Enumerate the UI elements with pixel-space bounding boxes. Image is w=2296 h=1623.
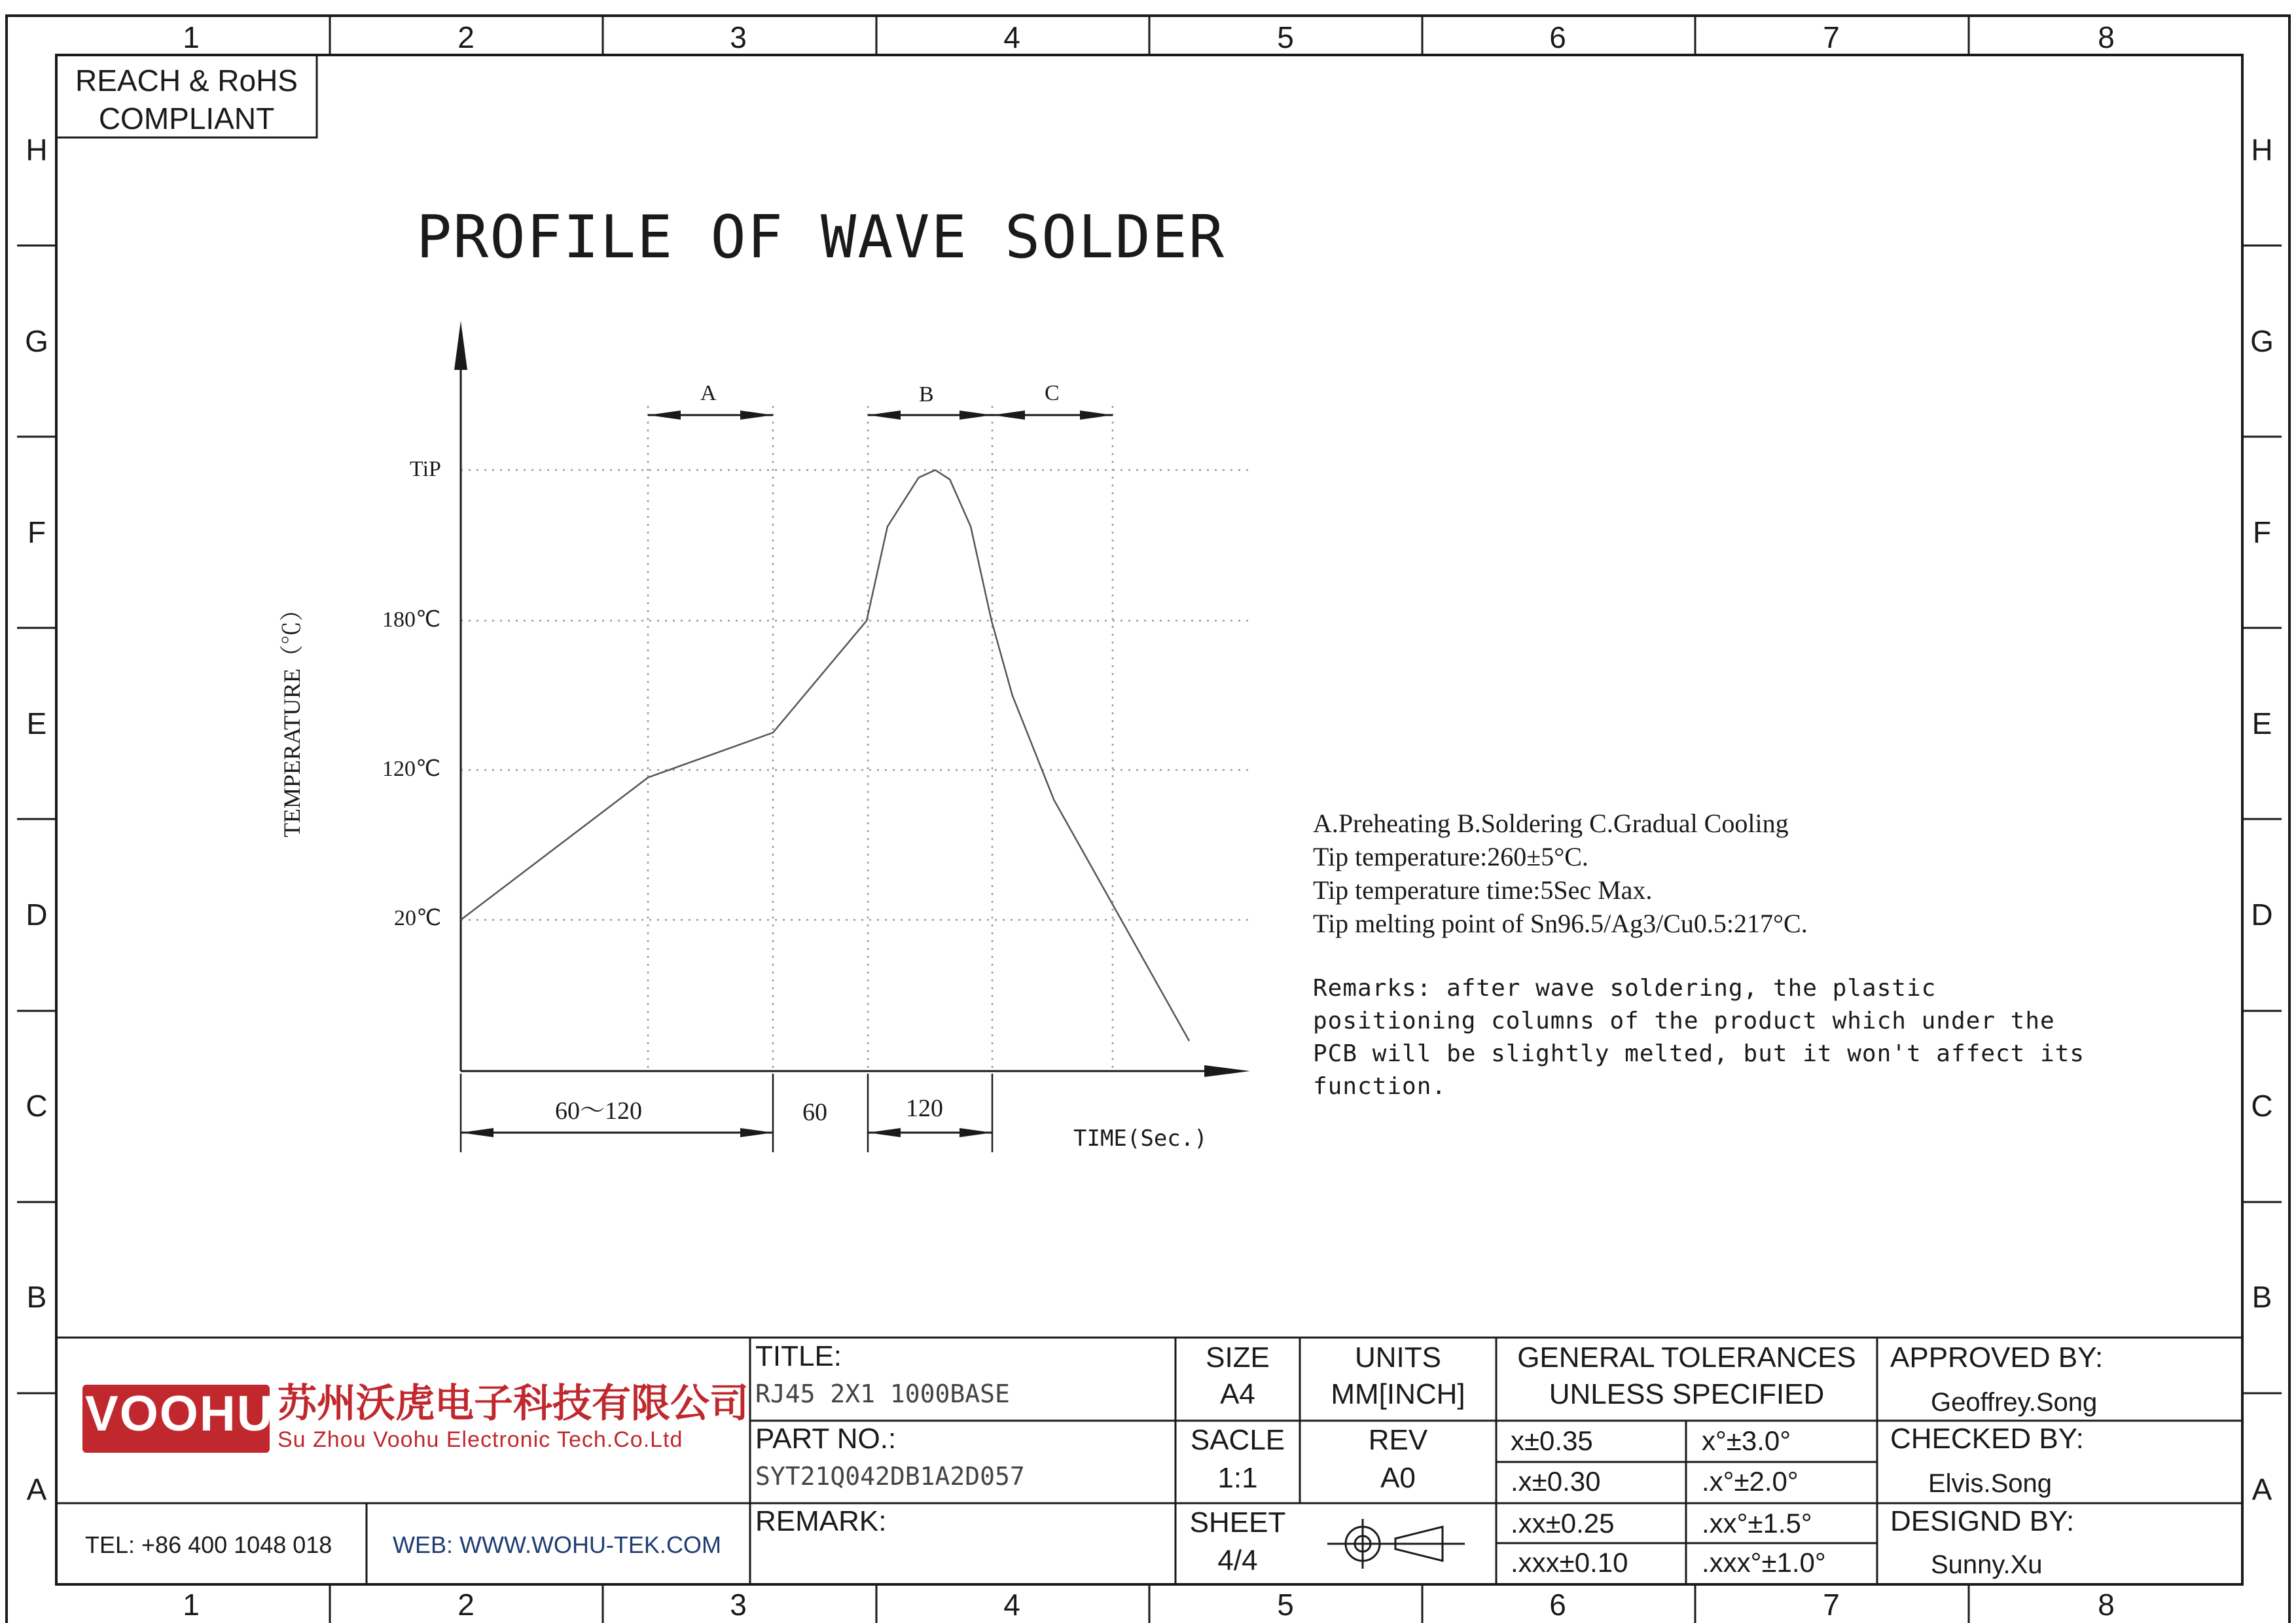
zone-row-c-left: C (26, 1089, 48, 1123)
x-axis-arrow (1204, 1065, 1250, 1077)
zone-col-6-bottom: 6 (1549, 1588, 1566, 1622)
zone-row-h-left: H (26, 133, 48, 167)
tolerance-linear-3: .xxx±0.10 (1511, 1547, 1628, 1578)
zone-a-label: A (700, 381, 717, 405)
duration-soldering: 60 (802, 1099, 827, 1126)
zone-col-3-top: 3 (730, 20, 747, 54)
sheet-value: 4/4 (1217, 1544, 1258, 1577)
tolerances-heading-2: UNLESS SPECIFIED (1549, 1378, 1825, 1410)
tolerance-linear-0: x±0.35 (1511, 1425, 1593, 1456)
zone-col-1-bottom: 1 (183, 1588, 200, 1622)
compliance-line-2: COMPLIANT (98, 101, 275, 136)
tolerance-angular-0: x°±3.0° (1702, 1425, 1791, 1456)
company-name-en: Su Zhou Voohu Electronic Tech.Co.Ltd (278, 1427, 683, 1452)
approved-by-label: APPROVED BY: (1890, 1341, 2104, 1374)
part-no-label: PART NO.: (755, 1423, 897, 1455)
zone-col-1-top: 1 (183, 20, 200, 54)
zone-row-f-left: F (27, 515, 46, 549)
zone-col-2-bottom: 2 (457, 1588, 475, 1622)
checked-by-value: Elvis.Song (1928, 1469, 2052, 1498)
zone-col-3-bottom: 3 (730, 1588, 747, 1622)
zone-col-6-top: 6 (1549, 20, 1566, 54)
zone-row-d-left: D (26, 898, 48, 932)
y-tick-180: 180℃ (382, 608, 441, 632)
company-name-cn: 苏州沃虎电子科技有限公司 (278, 1381, 749, 1425)
zone-row-ticks (17, 246, 2282, 1393)
zone-row-c-right: C (2251, 1089, 2273, 1123)
zone-col-8-top: 8 (2098, 20, 2115, 54)
size-value: A4 (1220, 1378, 1255, 1410)
temperature-profile-line (461, 470, 1189, 1041)
title-block-grid (56, 1338, 2242, 1584)
zone-col-2-top: 2 (457, 20, 475, 54)
y-axis-arrow (454, 321, 467, 370)
rev-value: A0 (1380, 1462, 1416, 1494)
solder-profile-chart (454, 321, 1250, 1152)
tolerance-linear-1: .x±0.30 (1511, 1466, 1601, 1497)
designed-by-value: Sunny.Xu (1931, 1550, 2043, 1579)
remark-line-2: positioning columns of the product which under the (1313, 1008, 2055, 1034)
zone-col-5-bottom: 5 (1277, 1588, 1294, 1622)
zone-row-a-right: A (2251, 1472, 2272, 1506)
tolerance-angular-1: .x°±2.0° (1702, 1466, 1799, 1497)
scale-label: SACLE (1190, 1424, 1285, 1456)
y-tick-tip: TiP (410, 457, 441, 481)
zone-col-7-top: 7 (1823, 20, 1840, 54)
x-axis-label: TIME(Sec.) (1073, 1125, 1208, 1152)
tel-text: TEL: +86 400 1048 018 (85, 1531, 332, 1558)
web-link[interactable]: WEB: WWW.WOHU-TEK.COM (393, 1531, 721, 1558)
remark-line-1: Remarks: after wave soldering, the plastic (1313, 975, 1937, 1002)
zone-row-d-right: D (2251, 898, 2273, 932)
zone-col-4-bottom: 4 (1003, 1588, 1020, 1622)
tolerance-linear-2: .xx±0.25 (1511, 1508, 1615, 1539)
remark-label: REMARK: (755, 1505, 887, 1537)
zone-col-8-bottom: 8 (2098, 1588, 2115, 1622)
vertical-gridlines (648, 406, 1113, 1071)
tolerance-angular-2: .xx°±1.5° (1702, 1508, 1812, 1539)
compliance-line-1: REACH & RoHS (75, 64, 298, 98)
tolerance-angular-3: .xxx°±1.0° (1702, 1547, 1826, 1578)
y-axis-label: TEMPERATURE（℃） (279, 598, 305, 838)
drawing-title: PROFILE OF WAVE SOLDER (416, 203, 1226, 272)
zone-row-g-right: G (2250, 324, 2274, 358)
zone-row-e-right: E (2251, 706, 2272, 740)
projection-symbol-icon (1327, 1519, 1465, 1569)
part-no-value: SYT21Q042DB1A2D057 (755, 1462, 1025, 1491)
duration-preheat: 60～120 (555, 1097, 643, 1125)
zone-row-b-right: B (2251, 1280, 2272, 1314)
remark-line-4: function. (1313, 1073, 1447, 1100)
units-value: MM[INCH] (1331, 1378, 1465, 1410)
zone-col-4-top: 4 (1003, 20, 1020, 54)
rev-label: REV (1368, 1424, 1428, 1456)
note-line-2: Tip temperature:260±5°C. (1313, 842, 1588, 871)
title-value: RJ45 2X1 1000BASE (755, 1379, 1010, 1408)
checked-by-label: CHECKED BY: (1890, 1423, 2084, 1455)
zone-row-g-left: G (25, 324, 48, 358)
size-label: SIZE (1206, 1341, 1270, 1374)
zone-row-f-right: F (2252, 515, 2272, 549)
y-tick-120: 120℃ (382, 757, 441, 781)
sheet-label: SHEET (1189, 1506, 1286, 1539)
designed-by-label: DESIGND BY: (1890, 1505, 2075, 1537)
zone-row-b-left: B (26, 1280, 47, 1314)
zone-row-h-right: H (2251, 133, 2273, 167)
remark-line-3: PCB will be slightly melted, but it won't affect its (1313, 1040, 2085, 1067)
tolerances-heading-1: GENERAL TOLERANCES (1517, 1341, 1856, 1374)
scale-value: 1:1 (1217, 1462, 1258, 1494)
duration-cooling: 120 (906, 1095, 943, 1122)
y-tick-20: 20℃ (394, 906, 442, 930)
zone-c-label: C (1045, 381, 1060, 405)
zone-row-e-left: E (26, 706, 47, 740)
title-label: TITLE: (755, 1340, 842, 1372)
zone-b-label: B (919, 382, 934, 407)
zone-col-7-bottom: 7 (1823, 1588, 1840, 1622)
logo: VOOHU (85, 1386, 274, 1442)
horizontal-gridlines (461, 470, 1250, 920)
profile-points (461, 470, 1189, 1041)
note-line-1: A.Preheating B.Soldering C.Gradual Cooling (1313, 809, 1789, 838)
note-line-3: Tip temperature time:5Sec Max. (1313, 875, 1653, 905)
approved-by-value: Geoffrey.Song (1931, 1388, 2098, 1417)
note-line-4: Tip melting point of Sn96.5/Ag3/Cu0.5:217°C. (1313, 909, 1808, 938)
units-label: UNITS (1355, 1341, 1441, 1374)
zone-row-a-left: A (26, 1472, 47, 1506)
zone-col-5-top: 5 (1277, 20, 1294, 54)
